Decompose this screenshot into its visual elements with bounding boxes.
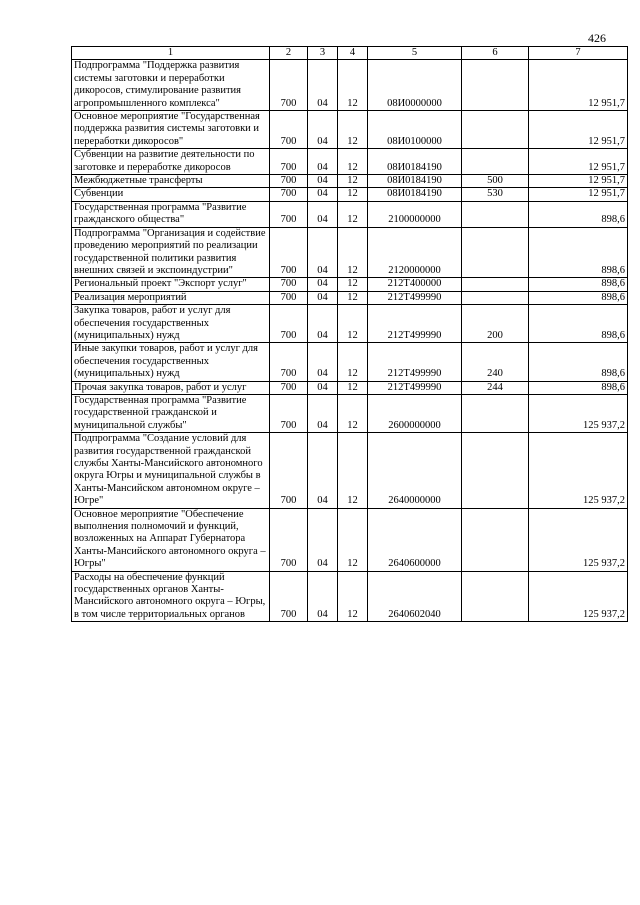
amount-cell: 12 951,7 bbox=[529, 60, 628, 111]
item-name-cell: Подпрограмма "Создание условий для развития государственной гражданской службы Ханты-Мансийского автономного округа Югры и муниципальной службы в Ханты-Мансийском автономном округе – Югре" bbox=[72, 433, 270, 508]
expense-type-cell bbox=[462, 149, 529, 175]
page-number: 426 bbox=[588, 31, 606, 45]
table-row bbox=[72, 381, 628, 394]
amount-cell: 125 937,2 bbox=[529, 394, 628, 432]
item-name-cell: Основное мероприятие "Государственная поддержка развития системы заготовки и переработки дикоросов" bbox=[72, 111, 270, 149]
chapter-code-cell: 04 bbox=[308, 278, 338, 291]
table-row bbox=[72, 508, 628, 571]
subsection-code-cell: 12 bbox=[338, 291, 368, 304]
subsection-code-cell: 12 bbox=[338, 111, 368, 149]
amount-cell: 898,6 bbox=[529, 343, 628, 381]
amount-cell: 125 937,2 bbox=[529, 508, 628, 571]
section-code-cell: 700 bbox=[270, 188, 308, 201]
subsection-code-cell: 12 bbox=[338, 201, 368, 227]
subsection-code-cell: 12 bbox=[338, 394, 368, 432]
chapter-code-cell: 04 bbox=[308, 111, 338, 149]
expense-type-cell: 244 bbox=[462, 381, 529, 394]
table-row bbox=[72, 227, 628, 278]
amount-cell: 125 937,2 bbox=[529, 433, 628, 508]
amount-cell: 898,6 bbox=[529, 305, 628, 343]
expense-type-cell bbox=[462, 278, 529, 291]
subsection-code-cell: 12 bbox=[338, 508, 368, 571]
item-name-cell: Реализация мероприятий bbox=[72, 291, 270, 304]
table-row bbox=[72, 305, 628, 343]
amount-cell: 898,6 bbox=[529, 201, 628, 227]
expense-type-cell: 200 bbox=[462, 305, 529, 343]
subsection-code-cell: 12 bbox=[338, 571, 368, 622]
expense-type-cell bbox=[462, 291, 529, 304]
chapter-code-cell: 04 bbox=[308, 227, 338, 278]
table-row bbox=[72, 149, 628, 175]
target-article-cell: 08И0184190 bbox=[368, 188, 462, 201]
item-name-cell: Иные закупки товаров, работ и услуг для обеспечения государственных (муниципальных) нужд bbox=[72, 343, 270, 381]
budget-table bbox=[71, 46, 628, 622]
item-name-cell: Основное мероприятие "Обеспечение выполнения полномочий и функций, возложенных на Аппарат Губернатора Ханты-Мансийского автономного округа – Югры" bbox=[72, 508, 270, 571]
subsection-code-cell: 12 bbox=[338, 175, 368, 188]
subsection-code-cell: 12 bbox=[338, 278, 368, 291]
amount-cell: 898,6 bbox=[529, 227, 628, 278]
item-name-cell: Межбюджетные трансферты bbox=[72, 175, 270, 188]
amount-cell: 125 937,2 bbox=[529, 571, 628, 622]
header-cell: 4 bbox=[338, 47, 368, 60]
item-name-cell: Расходы на обеспечение функций государственных органов Ханты-Мансийского автономного округа – Югры, в том числе территориальных органов bbox=[72, 571, 270, 622]
subsection-code-cell: 12 bbox=[338, 343, 368, 381]
header-cell: 6 bbox=[462, 47, 529, 60]
subsection-code-cell: 12 bbox=[338, 188, 368, 201]
expense-type-cell: 530 bbox=[462, 188, 529, 201]
table-row bbox=[72, 571, 628, 622]
target-article-cell: 212T499990 bbox=[368, 343, 462, 381]
header-cell: 1 bbox=[72, 47, 270, 60]
table-row bbox=[72, 278, 628, 291]
target-article-cell: 2100000000 bbox=[368, 201, 462, 227]
table-row bbox=[72, 111, 628, 149]
chapter-code-cell: 04 bbox=[308, 188, 338, 201]
target-article-cell: 08И0000000 bbox=[368, 60, 462, 111]
chapter-code-cell: 04 bbox=[308, 433, 338, 508]
target-article-cell: 08И0184190 bbox=[368, 149, 462, 175]
amount-cell: 898,6 bbox=[529, 381, 628, 394]
subsection-code-cell: 12 bbox=[338, 60, 368, 111]
item-name-cell: Субвенции на развитие деятельности по заготовке и переработке дикоросов bbox=[72, 149, 270, 175]
section-code-cell: 700 bbox=[270, 508, 308, 571]
header-row bbox=[72, 47, 628, 60]
expense-type-cell bbox=[462, 111, 529, 149]
chapter-code-cell: 04 bbox=[308, 175, 338, 188]
amount-cell: 898,6 bbox=[529, 291, 628, 304]
table-row bbox=[72, 201, 628, 227]
item-name-cell: Подпрограмма "Организация и содействие проведению мероприятий по реализации государственной политики развития внешних связей и экспоиндустрии" bbox=[72, 227, 270, 278]
target-article-cell: 2640000000 bbox=[368, 433, 462, 508]
expense-type-cell bbox=[462, 227, 529, 278]
chapter-code-cell: 04 bbox=[308, 571, 338, 622]
item-name-cell: Государственная программа "Развитие государственной гражданской и муниципальной службы" bbox=[72, 394, 270, 432]
target-article-cell: 212T499990 bbox=[368, 305, 462, 343]
table-row bbox=[72, 433, 628, 508]
section-code-cell: 700 bbox=[270, 394, 308, 432]
table-row bbox=[72, 343, 628, 381]
table-row bbox=[72, 60, 628, 111]
chapter-code-cell: 04 bbox=[308, 149, 338, 175]
target-article-cell: 212T499990 bbox=[368, 291, 462, 304]
expense-type-cell bbox=[462, 201, 529, 227]
target-article-cell: 212T400000 bbox=[368, 278, 462, 291]
target-article-cell: 08И0184190 bbox=[368, 175, 462, 188]
section-code-cell: 700 bbox=[270, 201, 308, 227]
item-name-cell: Субвенции bbox=[72, 188, 270, 201]
target-article-cell: 2640602040 bbox=[368, 571, 462, 622]
section-code-cell: 700 bbox=[270, 291, 308, 304]
target-article-cell: 2640600000 bbox=[368, 508, 462, 571]
section-code-cell: 700 bbox=[270, 149, 308, 175]
table-row bbox=[72, 188, 628, 201]
expense-type-cell: 240 bbox=[462, 343, 529, 381]
section-code-cell: 700 bbox=[270, 175, 308, 188]
chapter-code-cell: 04 bbox=[308, 343, 338, 381]
section-code-cell: 700 bbox=[270, 381, 308, 394]
target-article-cell: 2600000000 bbox=[368, 394, 462, 432]
table-row bbox=[72, 175, 628, 188]
section-code-cell: 700 bbox=[270, 571, 308, 622]
header-cell: 3 bbox=[308, 47, 338, 60]
chapter-code-cell: 04 bbox=[308, 381, 338, 394]
section-code-cell: 700 bbox=[270, 343, 308, 381]
target-article-cell: 2120000000 bbox=[368, 227, 462, 278]
section-code-cell: 700 bbox=[270, 278, 308, 291]
chapter-code-cell: 04 bbox=[308, 394, 338, 432]
subsection-code-cell: 12 bbox=[338, 149, 368, 175]
item-name-cell: Закупка товаров, работ и услуг для обеспечения государственных (муниципальных) нужд bbox=[72, 305, 270, 343]
section-code-cell: 700 bbox=[270, 60, 308, 111]
chapter-code-cell: 04 bbox=[308, 201, 338, 227]
chapter-code-cell: 04 bbox=[308, 508, 338, 571]
amount-cell: 12 951,7 bbox=[529, 188, 628, 201]
amount-cell: 12 951,7 bbox=[529, 111, 628, 149]
subsection-code-cell: 12 bbox=[338, 227, 368, 278]
section-code-cell: 700 bbox=[270, 111, 308, 149]
expense-type-cell bbox=[462, 433, 529, 508]
expense-type-cell bbox=[462, 508, 529, 571]
expense-type-cell bbox=[462, 394, 529, 432]
section-code-cell: 700 bbox=[270, 433, 308, 508]
item-name-cell: Государственная программа "Развитие гражданского общества" bbox=[72, 201, 270, 227]
chapter-code-cell: 04 bbox=[308, 305, 338, 343]
section-code-cell: 700 bbox=[270, 227, 308, 278]
table-row bbox=[72, 291, 628, 304]
subsection-code-cell: 12 bbox=[338, 305, 368, 343]
table-body bbox=[72, 60, 628, 622]
subsection-code-cell: 12 bbox=[338, 381, 368, 394]
expense-type-cell: 500 bbox=[462, 175, 529, 188]
header-cell: 5 bbox=[368, 47, 462, 60]
amount-cell: 12 951,7 bbox=[529, 149, 628, 175]
amount-cell: 898,6 bbox=[529, 278, 628, 291]
expense-type-cell bbox=[462, 60, 529, 111]
header-cell: 2 bbox=[270, 47, 308, 60]
amount-cell: 12 951,7 bbox=[529, 175, 628, 188]
subsection-code-cell: 12 bbox=[338, 433, 368, 508]
chapter-code-cell: 04 bbox=[308, 60, 338, 111]
item-name-cell: Подпрограмма "Поддержка развития системы заготовки и переработки дикоросов, стимулирование развития агропромышленного комплекса" bbox=[72, 60, 270, 111]
header-cell: 7 bbox=[529, 47, 628, 60]
table-row bbox=[72, 394, 628, 432]
target-article-cell: 08И0100000 bbox=[368, 111, 462, 149]
item-name-cell: Прочая закупка товаров, работ и услуг bbox=[72, 381, 270, 394]
item-name-cell: Региональный проект "Экспорт услуг" bbox=[72, 278, 270, 291]
target-article-cell: 212T499990 bbox=[368, 381, 462, 394]
expense-type-cell bbox=[462, 571, 529, 622]
chapter-code-cell: 04 bbox=[308, 291, 338, 304]
section-code-cell: 700 bbox=[270, 305, 308, 343]
